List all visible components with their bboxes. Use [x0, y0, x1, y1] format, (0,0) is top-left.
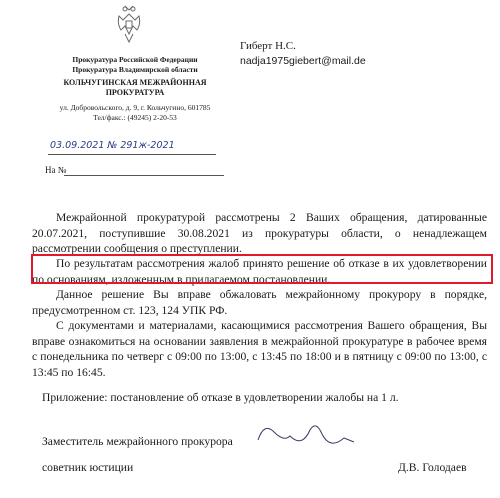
org-line-federal: Прокуратура Российской Федерации: [72, 55, 198, 64]
signer-position: Заместитель межрайонного прокурора: [42, 435, 233, 448]
paragraph-access: С документами и материалами, касающимися рассмотрения Вашего обращения, Вы вправе ознакомиться на основании заявления в межрайонной прокуратуре в рабочее время с понедельника по четверг с 09:00 по 13:00, с 13:45 по 18:00 и в пятницу с 09:00 по 13:00, с 13:45 по 16:45.: [32, 319, 487, 379]
org-phone: Тел/факс.: (49245) 2-20-53: [93, 113, 177, 122]
org-line-regional: Прокуратура Владимирской области: [72, 65, 198, 74]
org-name-line1: КОЛЬЧУГИНСКАЯ МЕЖРАЙОННАЯ: [63, 78, 207, 87]
registration-handwritten: 03.09.2021 № 291ж-2021: [50, 140, 175, 151]
attachment-note: Приложение: постановление об отказе в удовлетворении жалобы на 1 л.: [42, 391, 399, 404]
recipient-email: nadja1975giebert@mail.de: [240, 55, 366, 67]
org-address: ул. Добровольского, д. 9, г. Кольчугино, 601785: [59, 103, 211, 112]
recipient-name: Гиберт Н.С.: [240, 40, 296, 52]
paragraph-decision: По результатам рассмотрения жалоб принято решение об отказе в их удовлетворении по основаниям, изложенным в прилагаемом постановлении.: [32, 257, 487, 286]
paragraph-appeal: Данное решение Вы вправе обжаловать межрайонному прокурору в порядке, предусмотренном ст. 123, 124 УПК РФ.: [32, 288, 487, 317]
coat-of-arms-icon: [116, 4, 142, 44]
signer-name: Д.В. Голодаев: [398, 461, 467, 474]
paragraph-review: Межрайонной прокуратурой рассмотрены 2 Ваших обращения, датированные 20.07.2021, поступившие 30.08.2021 из прокуратуры области, о ненадлежащем рассмотрении сообщения о преступлении.: [32, 211, 487, 256]
signer-rank: советник юстиции: [42, 461, 134, 474]
reference-label: На №: [45, 165, 67, 175]
reference-line: [64, 175, 224, 176]
org-name-line2: ПРОКУРАТУРА: [105, 88, 165, 97]
highlight-box: [31, 254, 493, 284]
signature-scribble-icon: [250, 418, 360, 458]
registration-line: [48, 154, 216, 155]
